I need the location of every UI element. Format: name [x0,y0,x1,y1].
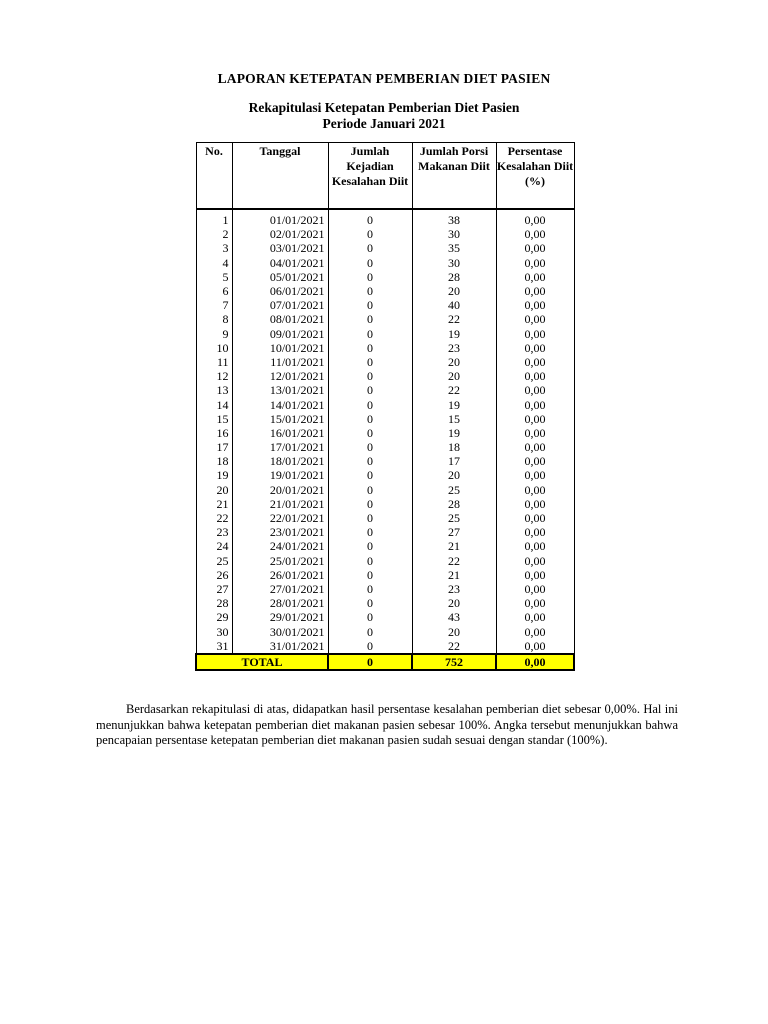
cell-no: 19 [196,468,232,482]
cell-porsi: 21 [412,539,496,553]
cell-persen: 0,00 [496,270,574,284]
cell-tanggal: 30/01/2021 [232,624,328,638]
cell-tanggal: 12/01/2021 [232,369,328,383]
cell-tanggal: 13/01/2021 [232,383,328,397]
cell-tanggal: 18/01/2021 [232,454,328,468]
cell-tanggal: 28/01/2021 [232,596,328,610]
table-row [196,270,574,284]
cell-porsi: 38 [412,213,496,227]
cell-porsi: 20 [412,369,496,383]
cell-tanggal: 04/01/2021 [232,256,328,270]
table-row [196,284,574,298]
cell-tanggal: 11/01/2021 [232,355,328,369]
cell-persen: 0,00 [496,582,574,596]
total-porsi: 752 [412,654,496,670]
cell-porsi: 19 [412,327,496,341]
cell-kejadian: 0 [328,568,412,582]
cell-porsi: 19 [412,397,496,411]
cell-no: 30 [196,624,232,638]
table-row [196,440,574,454]
cell-porsi: 20 [412,468,496,482]
cell-porsi: 19 [412,426,496,440]
cell-persen: 0,00 [496,397,574,411]
cell-no: 15 [196,412,232,426]
cell-porsi: 28 [412,270,496,284]
cell-kejadian: 0 [328,582,412,596]
cell-tanggal: 03/01/2021 [232,241,328,255]
header-tanggal: Tanggal [232,143,328,210]
cell-persen: 0,00 [496,497,574,511]
cell-tanggal: 15/01/2021 [232,412,328,426]
cell-porsi: 17 [412,454,496,468]
cell-porsi: 27 [412,525,496,539]
cell-persen: 0,00 [496,227,574,241]
table-row [196,624,574,638]
cell-no: 20 [196,483,232,497]
cell-porsi: 20 [412,624,496,638]
cell-kejadian: 0 [328,483,412,497]
cell-no: 6 [196,284,232,298]
cell-kejadian: 0 [328,539,412,553]
cell-kejadian: 0 [328,624,412,638]
cell-persen: 0,00 [496,596,574,610]
table-row [196,468,574,482]
total-row [196,654,574,670]
cell-tanggal: 22/01/2021 [232,511,328,525]
cell-persen: 0,00 [496,624,574,638]
cell-tanggal: 29/01/2021 [232,610,328,624]
table-row [196,397,574,411]
cell-no: 13 [196,383,232,397]
recap-table [195,142,575,671]
table-row [196,539,574,553]
cell-no: 23 [196,525,232,539]
cell-porsi: 20 [412,596,496,610]
cell-persen: 0,00 [496,440,574,454]
cell-persen: 0,00 [496,525,574,539]
cell-no: 21 [196,497,232,511]
cell-tanggal: 16/01/2021 [232,426,328,440]
cell-persen: 0,00 [496,341,574,355]
cell-kejadian: 0 [328,525,412,539]
cell-tanggal: 24/01/2021 [232,539,328,553]
cell-persen: 0,00 [496,355,574,369]
cell-porsi: 30 [412,227,496,241]
cell-persen: 0,00 [496,383,574,397]
cell-no: 27 [196,582,232,596]
table-row [196,256,574,270]
cell-no: 2 [196,227,232,241]
table-row [196,327,574,341]
cell-persen: 0,00 [496,369,574,383]
cell-kejadian: 0 [328,440,412,454]
cell-persen: 0,00 [496,483,574,497]
table-row [196,568,574,582]
total-kejadian: 0 [328,654,412,670]
cell-no: 10 [196,341,232,355]
cell-porsi: 20 [412,355,496,369]
cell-kejadian: 0 [328,554,412,568]
cell-persen: 0,00 [496,610,574,624]
cell-porsi: 35 [412,241,496,255]
cell-no: 22 [196,511,232,525]
report-title: LAPORAN KETEPATAN PEMBERIAN DIET PASIEN [217,71,551,86]
cell-no: 26 [196,568,232,582]
total-persen: 0,00 [496,654,574,670]
cell-persen: 0,00 [496,412,574,426]
table-row [196,369,574,383]
cell-kejadian: 0 [328,213,412,227]
summary-paragraph: Berdasarkan rekapitulasi di atas, didapatkan hasil persentase kesalahan pemberian diet sebesar 0,00%. Hal ini menunjukkan bahwa ketepatan pemberian diet makanan pasien sebesar 100%. Angka tersebut menunjukkan bahwa pencapaian persentase ketepatan pemberian diet makanan pasien sudah sesuai dengan standar (100%). [96,702,678,748]
cell-kejadian: 0 [328,610,412,624]
cell-kejadian: 0 [328,312,412,326]
cell-porsi: 28 [412,497,496,511]
cell-porsi: 22 [412,312,496,326]
cell-kejadian: 0 [328,511,412,525]
cell-kejadian: 0 [328,468,412,482]
cell-tanggal: 08/01/2021 [232,312,328,326]
cell-kejadian: 0 [328,454,412,468]
cell-no: 12 [196,369,232,383]
table-row [196,426,574,440]
cell-no: 28 [196,596,232,610]
table-row [196,213,574,227]
cell-kejadian: 0 [328,327,412,341]
table-row [196,412,574,426]
cell-tanggal: 02/01/2021 [232,227,328,241]
cell-tanggal: 05/01/2021 [232,270,328,284]
total-label: TOTAL [196,654,328,670]
cell-no: 11 [196,355,232,369]
cell-persen: 0,00 [496,312,574,326]
cell-kejadian: 0 [328,241,412,255]
cell-tanggal: 17/01/2021 [232,440,328,454]
cell-tanggal: 07/01/2021 [232,298,328,312]
cell-kejadian: 0 [328,270,412,284]
cell-persen: 0,00 [496,539,574,553]
table-row [196,298,574,312]
header-no: No. [196,143,232,210]
cell-porsi: 23 [412,582,496,596]
cell-kejadian: 0 [328,412,412,426]
cell-persen: 0,00 [496,327,574,341]
cell-kejadian: 0 [328,227,412,241]
cell-tanggal: 25/01/2021 [232,554,328,568]
table-row [196,554,574,568]
cell-porsi: 25 [412,483,496,497]
cell-persen: 0,00 [496,298,574,312]
header-persen: Persentase Kesalahan Diit (%) [496,143,574,210]
cell-persen: 0,00 [496,454,574,468]
cell-kejadian: 0 [328,639,412,654]
cell-kejadian: 0 [328,497,412,511]
cell-tanggal: 21/01/2021 [232,497,328,511]
cell-tanggal: 06/01/2021 [232,284,328,298]
cell-persen: 0,00 [496,568,574,582]
cell-kejadian: 0 [328,355,412,369]
cell-porsi: 22 [412,639,496,654]
table-row [196,227,574,241]
cell-kejadian: 0 [328,256,412,270]
cell-persen: 0,00 [496,511,574,525]
cell-tanggal: 10/01/2021 [232,341,328,355]
cell-no: 17 [196,440,232,454]
cell-kejadian: 0 [328,426,412,440]
table-row [196,241,574,255]
cell-kejadian: 0 [328,596,412,610]
table-row [196,525,574,539]
subtitle-line-2: Periode Januari 2021 [322,116,446,131]
cell-persen: 0,00 [496,241,574,255]
cell-kejadian: 0 [328,298,412,312]
cell-kejadian: 0 [328,369,412,383]
table-row [196,610,574,624]
header-porsi: Jumlah Porsi Makanan Diit [412,143,496,210]
table-body [196,209,574,654]
cell-tanggal: 09/01/2021 [232,327,328,341]
cell-no: 14 [196,397,232,411]
table-row [196,639,574,654]
cell-persen: 0,00 [496,213,574,227]
table-row [196,483,574,497]
cell-porsi: 30 [412,256,496,270]
cell-no: 9 [196,327,232,341]
table-row [196,355,574,369]
cell-no: 16 [196,426,232,440]
cell-no: 1 [196,213,232,227]
cell-porsi: 21 [412,568,496,582]
report-subtitle [0,100,768,132]
cell-persen: 0,00 [496,468,574,482]
cell-kejadian: 0 [328,383,412,397]
table-row [196,383,574,397]
table-row [196,454,574,468]
cell-porsi: 22 [412,383,496,397]
table-row [196,312,574,326]
cell-kejadian: 0 [328,341,412,355]
table-row [196,497,574,511]
cell-kejadian: 0 [328,284,412,298]
cell-tanggal: 31/01/2021 [232,639,328,654]
cell-persen: 0,00 [496,554,574,568]
cell-porsi: 15 [412,412,496,426]
cell-porsi: 40 [412,298,496,312]
cell-no: 5 [196,270,232,284]
cell-tanggal: 01/01/2021 [232,213,328,227]
cell-kejadian: 0 [328,397,412,411]
cell-no: 4 [196,256,232,270]
header-kejadian: Jumlah Kejadian Kesalahan Diit [328,143,412,210]
cell-tanggal: 19/01/2021 [232,468,328,482]
cell-no: 3 [196,241,232,255]
table-row [196,596,574,610]
cell-no: 24 [196,539,232,553]
cell-no: 7 [196,298,232,312]
cell-tanggal: 26/01/2021 [232,568,328,582]
cell-persen: 0,00 [496,284,574,298]
cell-porsi: 22 [412,554,496,568]
cell-tanggal: 27/01/2021 [232,582,328,596]
cell-porsi: 20 [412,284,496,298]
cell-porsi: 43 [412,610,496,624]
cell-porsi: 23 [412,341,496,355]
cell-persen: 0,00 [496,256,574,270]
table-header-row [196,143,574,210]
cell-persen: 0,00 [496,639,574,654]
table-row [196,582,574,596]
cell-no: 8 [196,312,232,326]
cell-tanggal: 23/01/2021 [232,525,328,539]
subtitle-line-1: Rekapitulasi Ketepatan Pemberian Diet Pasien [248,100,520,115]
cell-porsi: 25 [412,511,496,525]
cell-tanggal: 14/01/2021 [232,397,328,411]
cell-no: 31 [196,639,232,654]
cell-no: 29 [196,610,232,624]
table-row [196,341,574,355]
cell-no: 18 [196,454,232,468]
cell-porsi: 18 [412,440,496,454]
table-row [196,511,574,525]
cell-tanggal: 20/01/2021 [232,483,328,497]
cell-persen: 0,00 [496,426,574,440]
cell-no: 25 [196,554,232,568]
